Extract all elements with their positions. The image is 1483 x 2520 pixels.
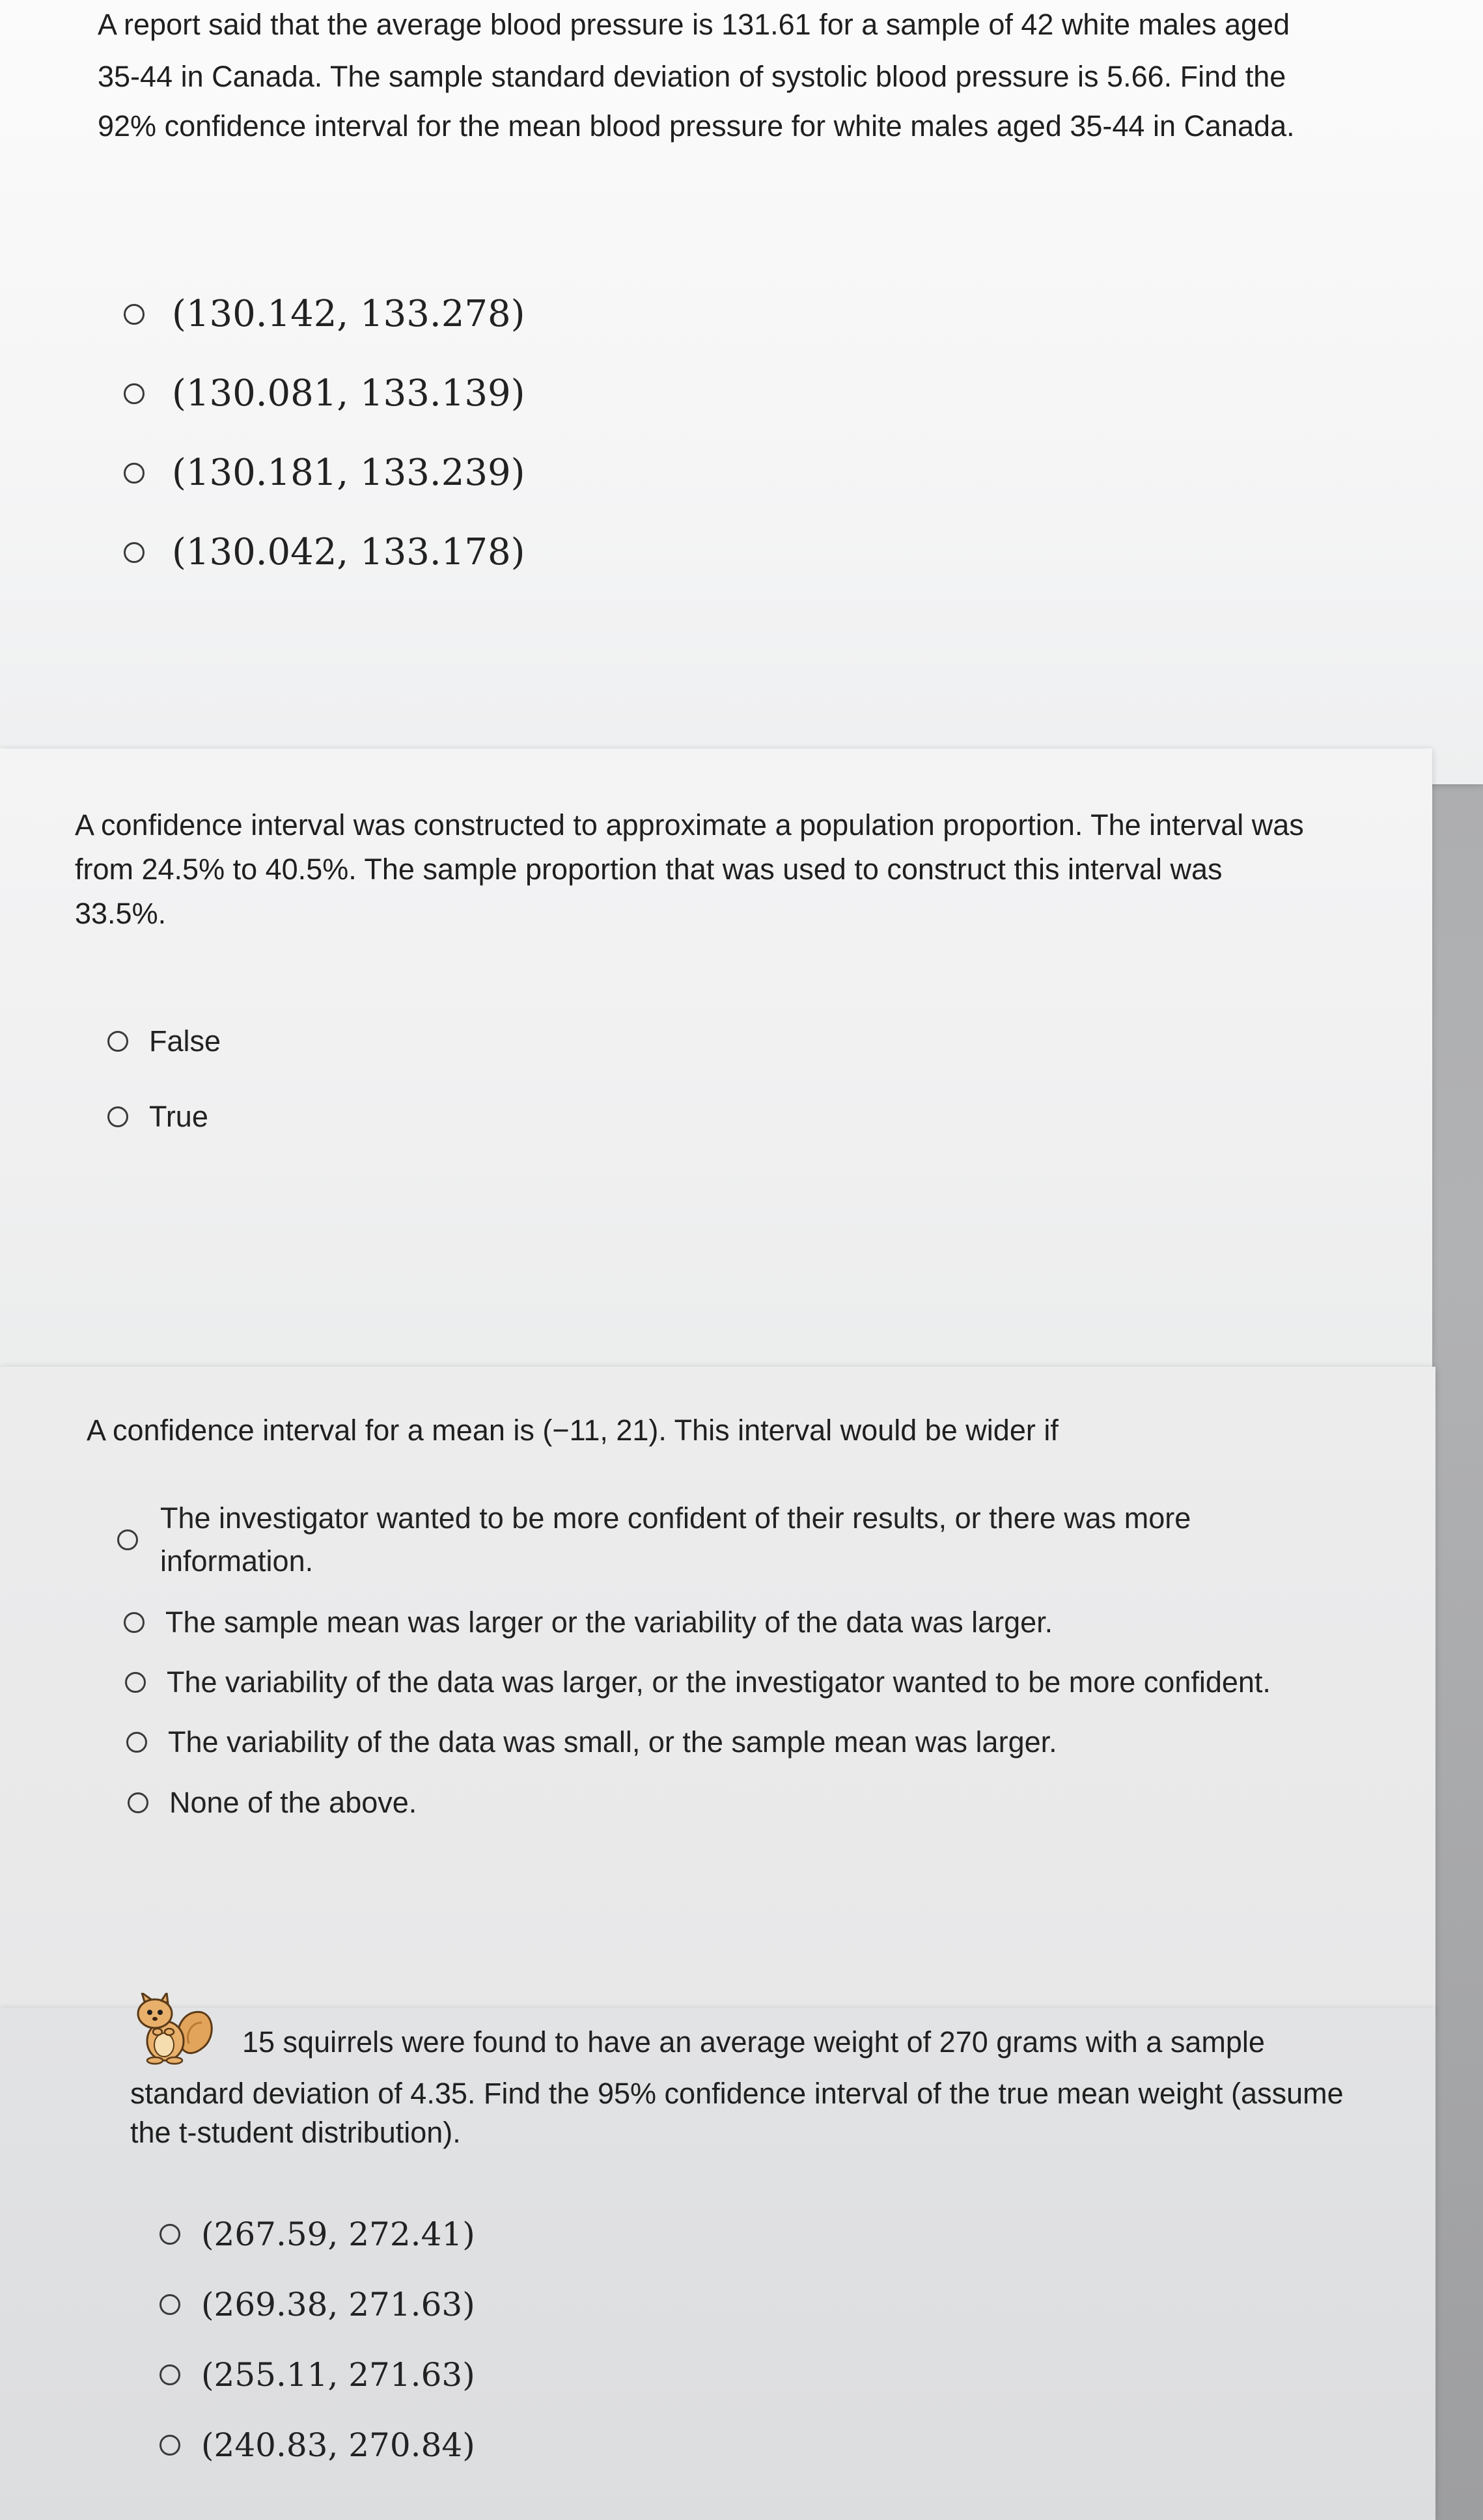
question-text-line-2: from 24.5% to 40.5%. The sample proportion that was used to construct this interval was bbox=[75, 853, 1223, 886]
radio-button[interactable] bbox=[126, 1732, 147, 1753]
radio-button[interactable] bbox=[128, 1792, 148, 1813]
answer-option-3[interactable] bbox=[159, 2356, 475, 2394]
radio-button[interactable] bbox=[124, 1612, 145, 1633]
radio-button[interactable] bbox=[124, 304, 145, 325]
answer-label: (269.38, 271.63) bbox=[201, 2286, 475, 2323]
answer-option-5[interactable] bbox=[128, 1781, 417, 1824]
question-text-line-1: A confidence interval was constructed to approximate a population proportion. The interval was bbox=[75, 808, 1304, 842]
radio-button[interactable] bbox=[159, 2294, 180, 2315]
answer-option-false[interactable] bbox=[107, 1020, 221, 1063]
question-text-line-2: standard deviation of 4.35. Find the 95% confidence interval of the true mean weight (assume bbox=[130, 2077, 1344, 2110]
answer-label: (267.59, 272.41) bbox=[201, 2215, 475, 2253]
question-prompt: A confidence interval for a mean is (−11, 21). This interval would be wider if bbox=[87, 1414, 1059, 1447]
answer-label: The variability of the data was larger, or the investigator wanted to be more confident. bbox=[167, 1665, 1271, 1699]
question-card-squirrels bbox=[0, 2008, 1435, 2520]
question-text-line-3: 92% confidence interval for the mean blood pressure for white males aged 35-44 in Canada. bbox=[98, 109, 1295, 143]
radio-button[interactable] bbox=[124, 463, 145, 484]
answer-option-2[interactable] bbox=[124, 1601, 1053, 1644]
answer-label: The variability of the data was small, or the sample mean was larger. bbox=[168, 1725, 1057, 1759]
answer-label: (130.081, 133.139) bbox=[172, 372, 525, 415]
radio-button[interactable] bbox=[159, 2435, 180, 2456]
radio-button[interactable] bbox=[107, 1106, 128, 1127]
answer-option-1[interactable] bbox=[124, 293, 525, 335]
answer-option-4[interactable] bbox=[124, 531, 525, 573]
radio-button[interactable] bbox=[159, 2224, 180, 2245]
answer-label: True bbox=[149, 1100, 208, 1133]
radio-button[interactable] bbox=[159, 2364, 180, 2385]
question-card-blood-pressure bbox=[0, 0, 1483, 784]
answer-option-4[interactable] bbox=[159, 2426, 475, 2464]
question-text-line-3: 33.5%. bbox=[75, 897, 167, 930]
question-card-interval-width bbox=[0, 1367, 1435, 2011]
squirrel-illustration bbox=[125, 1993, 216, 2066]
radio-button[interactable] bbox=[107, 1031, 128, 1052]
answer-option-2[interactable] bbox=[124, 372, 525, 415]
answer-option-1[interactable] bbox=[117, 1497, 1191, 1583]
answer-label bbox=[160, 1497, 1191, 1583]
answer-label: (255.11, 271.63) bbox=[201, 2356, 475, 2394]
question-text-line-3: the t-student distribution). bbox=[130, 2116, 461, 2149]
answer-label: (130.181, 133.239) bbox=[172, 452, 525, 494]
question-text-line-1: A report said that the average blood pressure is 131.61 for a sample of 42 white males aged bbox=[98, 8, 1290, 41]
radio-button[interactable] bbox=[124, 383, 145, 404]
radio-button[interactable] bbox=[125, 1672, 146, 1693]
answer-option-1[interactable] bbox=[159, 2215, 475, 2253]
answer-label: (130.142, 133.278) bbox=[172, 293, 525, 335]
answer-label: None of the above. bbox=[169, 1786, 417, 1819]
answer-label: The sample mean was larger or the variability of the data was larger. bbox=[165, 1606, 1053, 1639]
answer-option-2[interactable] bbox=[159, 2286, 475, 2323]
question-text-line-1: 15 squirrels were found to have an average weight of 270 grams with a sample bbox=[242, 2025, 1265, 2059]
answer-label: (130.042, 133.178) bbox=[172, 531, 525, 573]
question-text-line-2: 35-44 in Canada. The sample standard deviation of systolic blood pressure is 5.66. Find the bbox=[98, 60, 1286, 93]
answer-option-3[interactable] bbox=[124, 452, 525, 494]
question-card-proportion bbox=[0, 748, 1432, 1399]
answer-label: False bbox=[149, 1024, 221, 1058]
answer-label-line-2: information. bbox=[160, 1544, 314, 1578]
answer-label: (240.83, 270.84) bbox=[201, 2426, 475, 2464]
answer-label-line-1: The investigator wanted to be more confident of their results, or there was more bbox=[160, 1501, 1191, 1535]
answer-option-true[interactable] bbox=[107, 1095, 208, 1138]
answer-option-4[interactable] bbox=[126, 1721, 1057, 1764]
radio-button[interactable] bbox=[117, 1529, 138, 1550]
answer-option-3[interactable] bbox=[125, 1661, 1271, 1704]
radio-button[interactable] bbox=[124, 542, 145, 563]
